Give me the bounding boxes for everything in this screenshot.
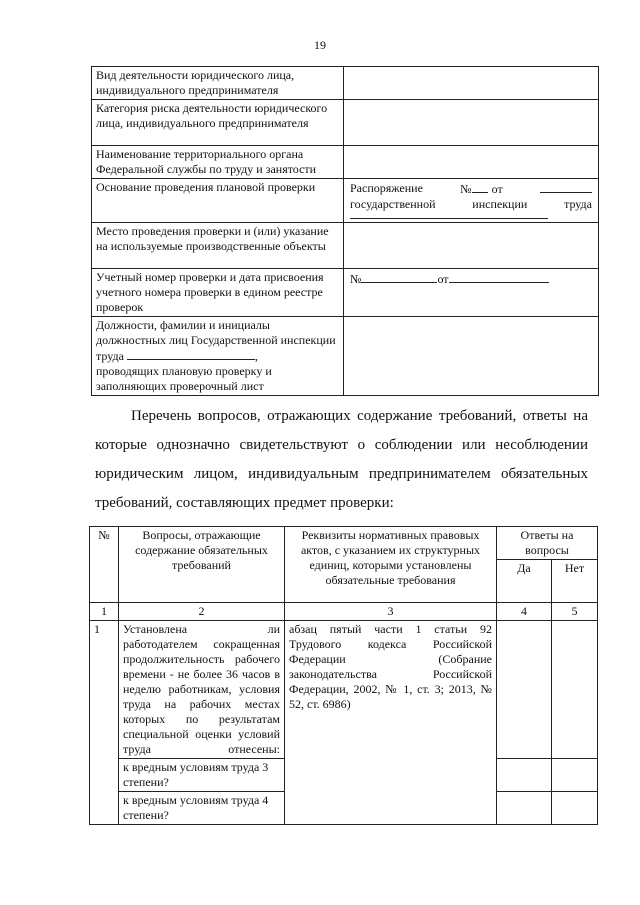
registry-value <box>344 269 599 317</box>
info-row <box>92 67 599 100</box>
basis-word-state: государственной <box>350 197 436 211</box>
info-value <box>344 100 599 146</box>
basis-word-labour: труда <box>564 197 592 211</box>
column-number-row <box>90 603 598 621</box>
header-no: Нет <box>552 560 598 603</box>
header-yes: Да <box>497 560 552 603</box>
row-question: Установлена ли работодателем сокращенная продолжительность рабочего времени - не более 36 часов в неделю работникам, условия труда на рабочих местах которых по результатам специальной оценки условий труда отнесены: <box>119 621 285 759</box>
inspection-info-table <box>91 66 599 396</box>
info-label: Учетный номер проверки и дата присвоения учетного номера проверки в едином реестре проверок <box>92 269 344 317</box>
header-row <box>90 527 598 560</box>
table-row <box>90 621 598 759</box>
checklist-table <box>89 526 598 825</box>
number-blank <box>472 181 488 193</box>
basis-word-inspection: инспекции <box>472 197 528 211</box>
order-word: Распоряжение <box>350 181 423 195</box>
registry-number-sign: № <box>350 272 362 286</box>
info-label: Основание проведения плановой проверки <box>92 179 344 223</box>
header-answers: Ответы на вопросы <box>497 527 598 560</box>
row-number: 1 <box>90 621 119 825</box>
info-value <box>344 146 599 179</box>
info-row <box>92 146 599 179</box>
answer-yes-cell[interactable] <box>497 792 552 825</box>
order-number <box>460 181 503 197</box>
header-questions: Вопросы, отражающие содержание обязательных требований <box>119 527 285 603</box>
basis-line-1 <box>350 181 592 197</box>
info-row <box>92 100 599 146</box>
info-row <box>92 179 599 223</box>
paragraph-text: Перечень вопросов, отражающих содержание требований, ответы на которые однозначно свидетельствуют о соблюдении или несоблюдении юридическим лицом, индивидуальным предпринимателем обязательных требований, составляющих предмет проверки: <box>95 408 588 511</box>
answer-no-cell[interactable] <box>552 621 598 759</box>
inspectors-label-text: Должности, фамилии и инициалы должностных лиц Государственной инспекции труда <box>96 318 336 363</box>
registry-from-word: от <box>437 272 449 286</box>
page-number: 19 <box>314 38 326 52</box>
inspectors-blank <box>127 348 255 360</box>
subrow-question: к вредным условиям труда 3 степени? <box>119 759 285 792</box>
info-row <box>92 269 599 317</box>
row-requisites: абзац пятый части 1 статьи 92 Трудового кодекса Российской Федерации (Собрание законодательства Российской Федерации, 2002, № 1, ст. 3; 2013, № 52, ст. 6986) <box>285 621 497 825</box>
info-row <box>92 317 599 396</box>
inspectors-comma: , <box>254 349 258 363</box>
basis-value <box>344 179 599 223</box>
info-label: Категория риска деятельности юридического лица, индивидуального предпринимателя <box>92 100 344 146</box>
header-requisites: Реквизиты нормативных правовых актов, с указанием их структурных единиц, которыми установлены обязательные требования <box>285 527 497 603</box>
number-sign: № <box>460 182 472 196</box>
basis-line-2 <box>350 197 592 212</box>
basis-underline <box>350 212 548 219</box>
info-value <box>344 67 599 100</box>
subrow-question: к вредным условиям труда 4 степени? <box>119 792 285 825</box>
answer-no-cell[interactable] <box>552 792 598 825</box>
info-value <box>344 317 599 396</box>
header-num: № <box>90 527 119 603</box>
col-number: 3 <box>285 603 497 621</box>
answer-no-cell[interactable] <box>552 759 598 792</box>
info-label: Место проведения проверки и (или) указание на используемые производственные объекты <box>92 223 344 269</box>
col-number: 2 <box>119 603 285 621</box>
inspectors-label <box>92 317 344 396</box>
date-blank <box>540 181 592 193</box>
info-label: Наименование территориального органа Федеральной службы по труду и занятости <box>92 146 344 179</box>
col-number: 4 <box>497 603 552 621</box>
info-row <box>92 223 599 269</box>
answer-yes-cell[interactable] <box>497 759 552 792</box>
info-value <box>344 223 599 269</box>
registry-number-blank <box>361 271 437 283</box>
from-word: от <box>491 182 503 196</box>
checklist-intro-paragraph <box>95 402 588 518</box>
registry-date-blank <box>449 271 549 283</box>
col-number: 1 <box>90 603 119 621</box>
inspectors-label-end: проводящих плановую проверку и заполняющих проверочный лист <box>96 364 272 393</box>
info-label: Вид деятельности юридического лица, индивидуального предпринимателя <box>92 67 344 100</box>
col-number: 5 <box>552 603 598 621</box>
answer-yes-cell[interactable] <box>497 621 552 759</box>
